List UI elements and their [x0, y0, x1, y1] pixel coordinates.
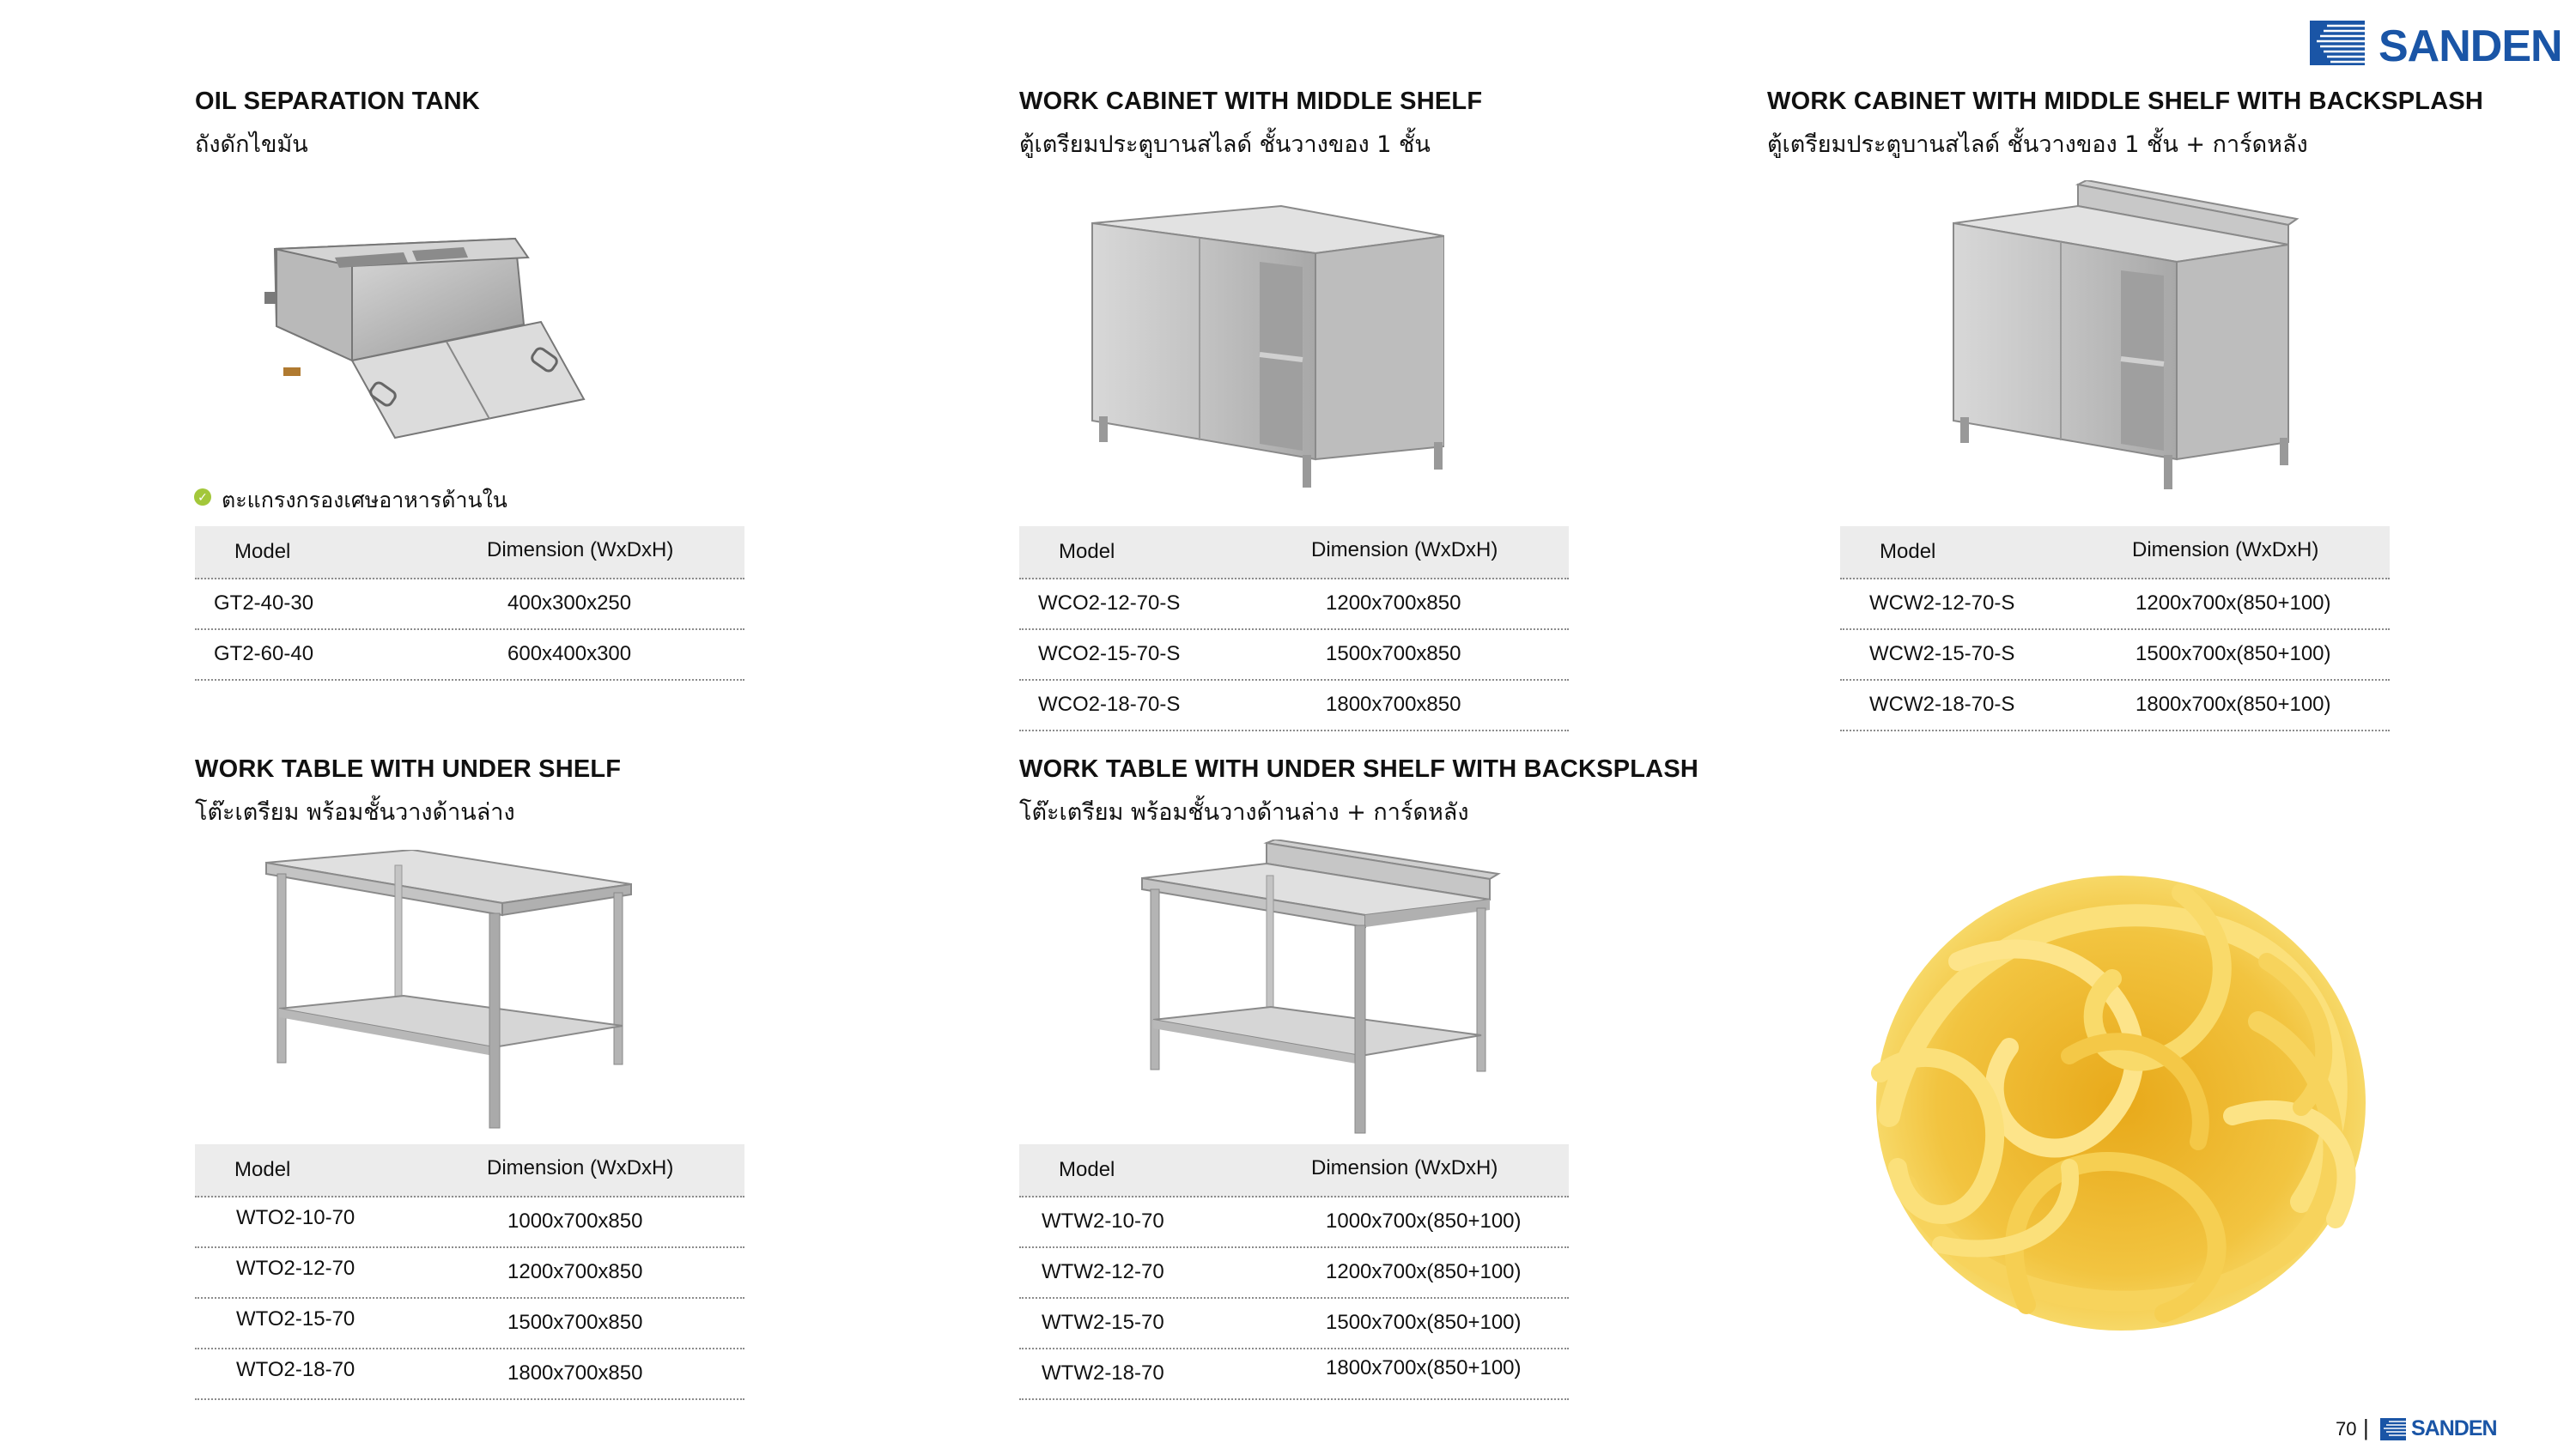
product-title: OIL SEPARATION TANK — [195, 88, 480, 115]
header-dimension: Dimension (WxDxH) — [1311, 538, 1498, 561]
product-subtitle: ตู้เตรียมประตูบานสไลด์ ชั้นวางของ 1 ชั้น + การ์ดหลัง — [1767, 131, 2308, 158]
cell-model: WTW2-12-70 — [1042, 1260, 1164, 1283]
brand-name: SANDEN — [2379, 21, 2562, 71]
product-title: WORK CABINET WITH MIDDLE SHELF WITH BACKSPLASH — [1767, 88, 2484, 115]
table-row — [1019, 1197, 1569, 1248]
page-number: 70 — [2336, 1418, 2357, 1440]
table-row — [195, 630, 744, 681]
product-feature: ตะแกรงกรองเศษอาหารด้านใน — [222, 488, 507, 512]
product-subtitle: ตู้เตรียมประตูบานสไลด์ ชั้นวางของ 1 ชั้น — [1019, 131, 1431, 158]
header-model: Model — [234, 540, 291, 563]
table-row — [1019, 1349, 1569, 1400]
cell-model: WCO2-15-70-S — [1038, 642, 1181, 665]
header-model: Model — [1880, 540, 1936, 563]
product-title: WORK TABLE WITH UNDER SHELF WITH BACKSPLASH — [1019, 755, 1699, 783]
sanden-logo-icon — [2380, 1418, 2406, 1440]
table-row — [195, 1197, 744, 1248]
table-header — [1019, 1144, 1569, 1197]
header-dimension: Dimension (WxDxH) — [2132, 538, 2319, 561]
header-dimension: Dimension (WxDxH) — [1311, 1156, 1498, 1179]
product-subtitle: โต๊ะเตรียม พร้อมชั้นวางด้านล่าง — [195, 799, 515, 826]
table-row — [195, 1299, 744, 1349]
table-row — [1840, 630, 2390, 681]
cell-model: GT2-40-30 — [214, 591, 314, 615]
cell-model: WTW2-18-70 — [1042, 1361, 1164, 1385]
cell-model: WCW2-12-70-S — [1869, 591, 2015, 615]
check-icon: ✓ — [194, 488, 211, 506]
table-row — [1840, 579, 2390, 630]
sanden-logo-icon — [2310, 19, 2365, 67]
table-row — [1840, 681, 2390, 731]
cell-dimension: 1800x700x850 — [1326, 693, 1461, 716]
table-row — [1019, 1248, 1569, 1299]
table-header — [195, 1144, 744, 1197]
spec-table — [195, 526, 744, 681]
product-subtitle: โต๊ะเตรียม พร้อมชั้นวางด้านล่าง + การ์ดหลัง — [1019, 799, 1469, 826]
product-title: WORK TABLE WITH UNDER SHELF — [195, 755, 622, 783]
cell-dimension: 1200x700x850 — [507, 1260, 643, 1283]
table-row — [195, 1248, 744, 1299]
spec-table — [195, 1144, 744, 1400]
cell-dimension: 1200x700x850 — [1326, 591, 1461, 615]
spec-table — [1019, 1144, 1569, 1400]
cell-model: WCW2-18-70-S — [1869, 693, 2015, 716]
cell-dimension: 1000x700x(850+100) — [1326, 1210, 1522, 1233]
cell-model: WTO2-12-70 — [236, 1257, 355, 1280]
oil-separation-tank-image — [258, 232, 601, 446]
cell-model: WCW2-15-70-S — [1869, 642, 2015, 665]
work-cabinet-backsplash-image — [1945, 180, 2306, 498]
cell-model: WTO2-15-70 — [236, 1307, 355, 1331]
table-row — [1019, 1299, 1569, 1349]
table-row — [195, 1349, 744, 1400]
work-table-image — [262, 850, 640, 1137]
pasta-image — [1855, 858, 2387, 1348]
cell-model: WCO2-18-70-S — [1038, 693, 1181, 716]
footer-separator: | — [2363, 1415, 2369, 1440]
cell-dimension: 1500x700x850 — [507, 1311, 643, 1334]
brand-logo — [2310, 19, 2567, 71]
cell-dimension: 1200x700x(850+100) — [2136, 591, 2331, 615]
work-table-backsplash-image — [1138, 840, 1511, 1140]
cell-dimension: 1500x700x850 — [1326, 642, 1461, 665]
table-row — [1019, 681, 1569, 731]
table-header — [195, 526, 744, 579]
cell-dimension: 1800x700x850 — [507, 1361, 643, 1385]
header-dimension: Dimension (WxDxH) — [487, 1156, 674, 1179]
cell-dimension: 1500x700x(850+100) — [1326, 1311, 1522, 1334]
header-dimension: Dimension (WxDxH) — [487, 538, 674, 561]
table-header — [1840, 526, 2390, 579]
cell-dimension: 1200x700x(850+100) — [1326, 1260, 1522, 1283]
header-model: Model — [1059, 540, 1115, 563]
table-row — [1019, 579, 1569, 630]
work-cabinet-image — [1084, 202, 1444, 498]
cell-dimension: 1000x700x850 — [507, 1210, 643, 1233]
cell-model: WTO2-10-70 — [236, 1206, 355, 1229]
table-header — [1019, 526, 1569, 579]
brand-name: SANDEN — [2411, 1416, 2497, 1440]
footer-logo — [2380, 1416, 2500, 1442]
cell-dimension: 1800x700x(850+100) — [2136, 693, 2331, 716]
table-row — [195, 579, 744, 630]
header-model: Model — [234, 1158, 291, 1181]
cell-model: WTO2-18-70 — [236, 1358, 355, 1381]
cell-model: WCO2-12-70-S — [1038, 591, 1181, 615]
header-model: Model — [1059, 1158, 1115, 1181]
product-title: WORK CABINET WITH MIDDLE SHELF — [1019, 88, 1483, 115]
spec-table — [1019, 526, 1569, 731]
cell-model: GT2-60-40 — [214, 642, 314, 665]
cell-dimension: 400x300x250 — [507, 591, 632, 615]
cell-dimension: 600x400x300 — [507, 642, 632, 665]
product-subtitle: ถังดักไขมัน — [195, 131, 308, 158]
cell-model: WTW2-10-70 — [1042, 1210, 1164, 1233]
cell-dimension: 1800x700x(850+100) — [1326, 1356, 1522, 1379]
spec-table — [1840, 526, 2390, 731]
cell-dimension: 1500x700x(850+100) — [2136, 642, 2331, 665]
cell-model: WTW2-15-70 — [1042, 1311, 1164, 1334]
table-row — [1019, 630, 1569, 681]
